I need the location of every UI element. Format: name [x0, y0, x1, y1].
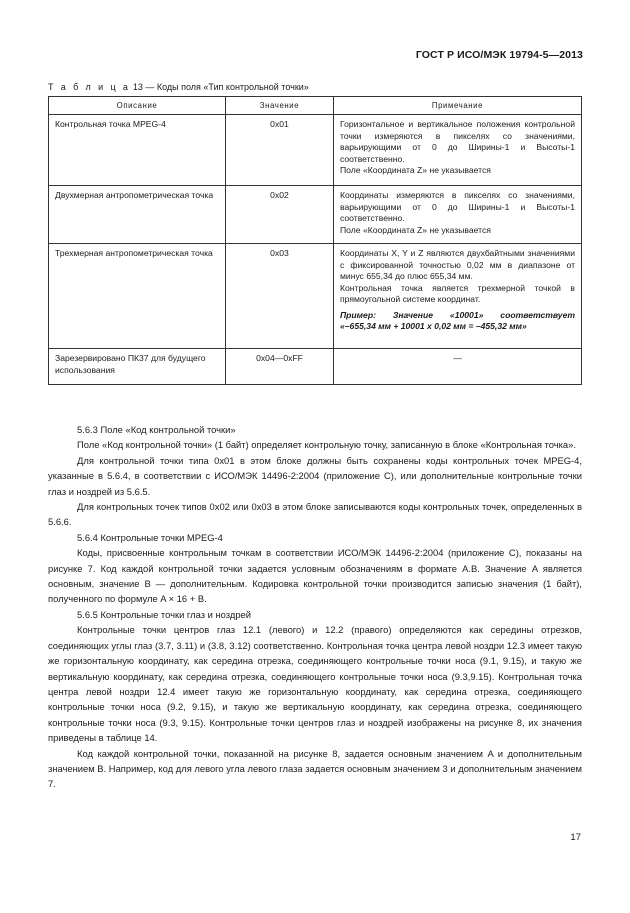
cell-note — [334, 115, 582, 186]
note-text: Контрольная точка является трехмерной точкой в прямоугольной системе координат. — [340, 282, 575, 304]
paragraph: Для контрольной точки типа 0x01 в этом блоке должны быть сохранены коды контрольных точек MPEG-4, указанные в 5.6.4, в соответствии с ИСО/МЭК 14496-2:2004 (приложение С), или дополнительные контрольные точки глаз и ноздрей из 5.6.5. — [48, 454, 582, 497]
body-text — [48, 422, 582, 792]
table-row — [49, 349, 582, 385]
table-row — [49, 115, 582, 186]
cell-description: Трехмерная антропометрическая точка — [49, 244, 226, 349]
example-text: Пример: Значение «10001» соответствует — [340, 309, 575, 320]
note-text: Поле «Координата Z» не указывается — [340, 224, 491, 235]
header-value: Значение — [226, 97, 334, 115]
section-heading: 5.6.5 Контрольные точки глаз и ноздрей — [77, 608, 251, 620]
table-row — [49, 244, 582, 349]
note-text: Координаты X, Y и Z являются двухбайтными значениями с фиксированной точностью 0,02 мм в диапазоне от минус 655,34 до плюс 655,34 мм. — [340, 248, 575, 281]
example-formula: «–655,34 мм + 10001 х 0,02 мм = –455,32 мм» — [340, 321, 527, 331]
cell-value: 0x01 — [226, 115, 334, 186]
section-heading: 5.6.4 Контрольные точки MPEG-4 — [77, 531, 223, 543]
page-number: 17 — [570, 832, 581, 843]
cell-value: 0x04—0xFF — [226, 349, 334, 385]
note-text: Поле «Координата Z» не указывается — [340, 165, 491, 175]
header-description: Описание — [49, 97, 226, 115]
table-caption — [48, 82, 309, 92]
paragraph: Контрольные точки центров глаз 12.1 (левого) и 12.2 (правого) определяются как середины отрезков, соединяющих углы глаз (3.7, 3.11) и (3.8, 3.12) соответственно. Контрольная точка центра левой ноздри 12.3 имеет такую же горизонтальную координату, как середина отрезка, соединяющего контрольные точки носа (9.1, 9.15), и такую же вертикальную координату, как середина отрезка, соединяющего контрольные точки носа (9.3,9.15). Контрольная точка центра левой ноздри 12.4 имеет такую же горизонтальную координату, как середина отрезка, соединяющего контрольные точки носа (9.2, 9.15), и такую же вертикальную координату, как середина отрезка, соединяющего контрольные точки носа (9.3, 9.15). Контрольные точки центров глаз и ноздрей изображены на рисунке 8, их значения приведены в таблице 14. — [48, 624, 582, 744]
cell-note — [334, 244, 582, 349]
table-caption-prefix: Т а б л и ц а — [48, 82, 131, 92]
document-header: ГОСТ Р ИСО/МЭК 19794-5—2013 — [415, 49, 583, 61]
paragraph: Код каждой контрольной точки, показанной на рисунке 8, задается основным значением A и дополнительным значением B. Например, код для левого угла левого глаза задается основным значением 3 и дополнительным значением 7. — [48, 747, 582, 790]
cell-description: Контрольная точка MPEG-4 — [49, 115, 226, 186]
cell-description: Зарезервировано ПК37 для будущего использования — [49, 349, 226, 385]
paragraph: Для контрольных точек типов 0x02 или 0x03 в этом блоке записываются коды контрольных точек, определенных в 5.6.6. — [48, 501, 582, 528]
note-text: Координаты измеряются в пикселях со значениями, варьирующими от 0 до Ширины-1 и Высоты-1 соответственно. — [340, 190, 575, 223]
cell-note: — — [334, 349, 582, 385]
cell-note — [334, 186, 582, 244]
header-note: Примечание — [334, 97, 582, 115]
paragraph: Поле «Код контрольной точки» (1 байт) определяет контрольную точку, записанную в блоке «Контрольная точка». — [77, 439, 576, 451]
table-row — [49, 186, 582, 244]
note-text: Горизонтальное и вертикальное положения контрольной точки измеряются в пикселях со значениями, варьирующими от 0 до Ширины-1 и Высоты-1 соответственно. — [340, 119, 575, 164]
table-caption-title: 13 — Коды поля «Тип контрольной точки» — [130, 82, 309, 92]
code-table — [48, 96, 582, 385]
cell-value: 0x02 — [226, 186, 334, 244]
cell-value: 0x03 — [226, 244, 334, 349]
paragraph: Коды, присвоенные контрольным точкам в соответствии ИСО/МЭК 14496-2:2004 (приложение С), показаны на рисунке 7. Код каждой контрольной точки задается условным обозначениям в формате A.B. Значение A является основным, значение B — дополнительным. Кодировка контрольной точки производится записью значения (1 байт), полученного по формуле A × 16 + B. — [48, 547, 582, 605]
section-heading: 5.6.3 Поле «Код контрольной точки» — [77, 424, 236, 435]
table-header-row — [49, 97, 582, 115]
cell-description: Двухмерная антропометрическая точка — [49, 186, 226, 244]
